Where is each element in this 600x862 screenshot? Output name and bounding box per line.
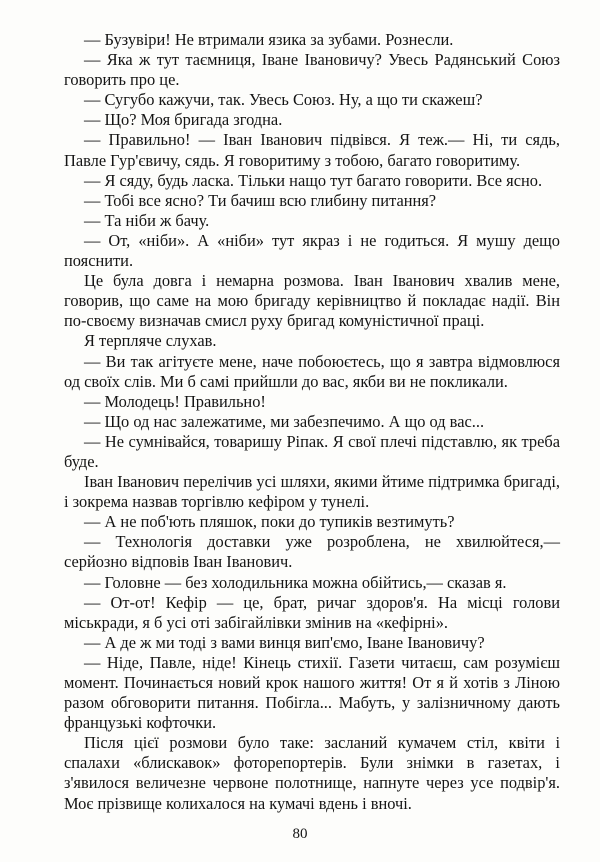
page-text bbox=[64, 30, 560, 814]
paragraph: — Сугубо кажучи, так. Увесь Союз. Ну, а що ти скажеш? bbox=[84, 90, 483, 110]
paragraph: — Не сумнівайся, товаришу Ріпак. Я свої плечі підставлю, як треба буде. bbox=[64, 431, 560, 471]
paragraph: — Що? Моя бригада згодна. bbox=[84, 110, 283, 130]
paragraph: — Та ніби ж бачу. bbox=[84, 210, 210, 230]
paragraph: Після цієї розмови було таке: засланий кумачем стіл, квіти і спалахи «блискавок» фоторепортерів. Були знімки в газетах, і з'явилося величезне червоне полотнище, напнуте через усе подвір'я. Моє прізвище колихалося на кумачі вдень і вночі. bbox=[64, 733, 560, 813]
paragraph: — Головне — без холодильника можна обійтись,— сказав я. bbox=[84, 572, 507, 592]
paragraph: — Я сяду, будь ласка. Тільки нащо тут багато говорити. Все ясно. bbox=[84, 170, 543, 190]
paragraph: — Технологія доставки уже розроблена, не хвилюйтеся,— серйозно відповів Іван Іванович. bbox=[64, 532, 560, 572]
paragraph: Іван Іванович перелічив усі шляхи, якими йтиме підтримка бригаді, і зокрема назвав торгівлю кефіром у тунелі. bbox=[64, 472, 560, 512]
paragraph: — От-от! Кефір — це, брат, ричаг здоров'я. На місці голови міськради, я б усі оті забігайлівки змінив на «кефірні». bbox=[64, 592, 560, 632]
paragraph: — Яка ж тут таємниця, Іване Івановичу? Увесь Радянський Союз говорить про це. bbox=[64, 50, 560, 90]
paragraph: — От, «ніби». А «ніби» тут якраз і не годиться. Я мушу дещо пояснити. bbox=[64, 230, 560, 271]
paragraph: — Що од нас залежатиме, ми забезпечимо. А що од вас... bbox=[84, 411, 485, 431]
paragraph: — Ви так агітуєте мене, наче побоюєтесь, що я завтра відмовлюся од своїх слів. Ми б самі прийшли до вас, якби ви не покликали. bbox=[64, 351, 560, 391]
paragraph: Я терпляче слухав. bbox=[84, 331, 217, 351]
paragraph: — Ніде, Павле, ніде! Кінець стихії. Газети читаєш, сам розумієш момент. Починається новий крок нашого життя! От я й хотів з Ліною разом обговорити питання. Побігла... Мабуть, у залізничному дають французькі кофточки. bbox=[64, 652, 560, 733]
paragraph: — А не поб'ють пляшок, поки до тупиків везтимуть? bbox=[84, 512, 455, 532]
paragraph: — Бузувіри! Не втримали язика за зубами. Рознесли. bbox=[84, 30, 454, 49]
paragraph: — Тобі все ясно? Ти бачиш всю глибину питання? bbox=[84, 190, 437, 210]
paragraph: — Молодець! Правильно! bbox=[84, 391, 266, 411]
page-number: 80 bbox=[292, 826, 308, 842]
paragraph: — А де ж ми тоді з вами винця вип'ємо, Іване Івановичу? bbox=[84, 632, 485, 652]
paragraph: Це була довга і немарна розмова. Іван Іванович хвалив мене, говорив, що саме на мою бригаду керівництво й покладає надії. Він по-своєму визначав смисл руху бригад комуністичної праці. bbox=[64, 271, 560, 331]
paragraph: — Правильно! — Іван Іванович підвівся. Я теж.— Ні, ти сядь, Павле Гур'євичу, сядь. Я говоритиму з тобою, багато говоритиму. bbox=[64, 130, 560, 170]
